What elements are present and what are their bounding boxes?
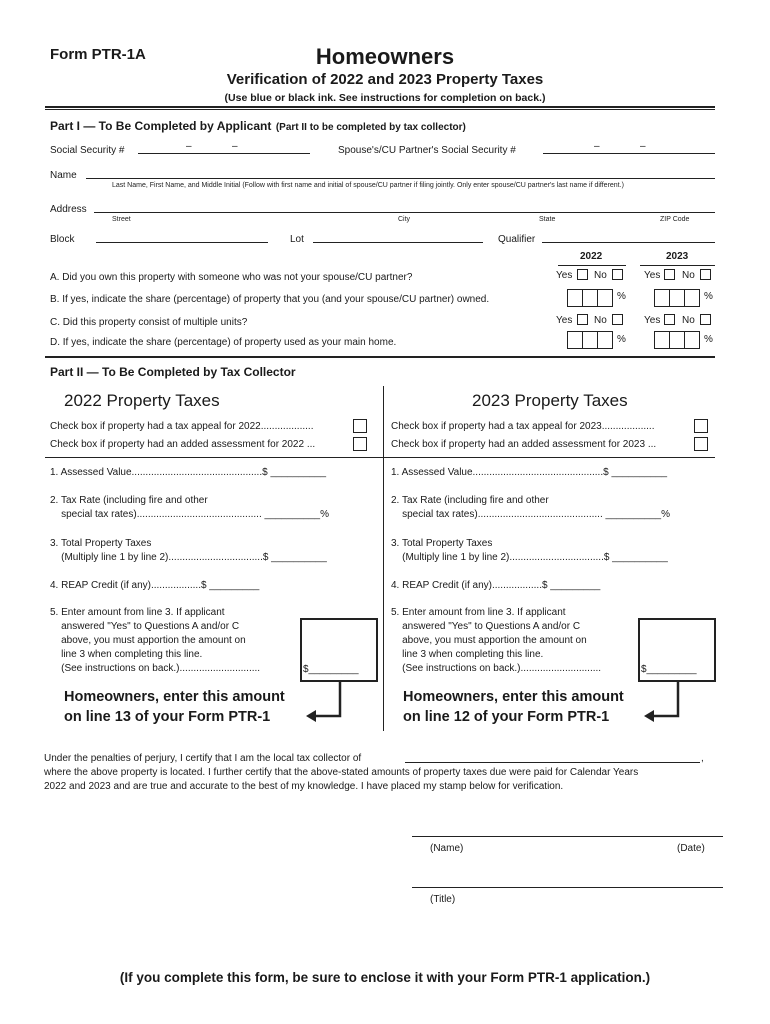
qb-2023-pct: % — [704, 291, 713, 302]
year-2023-header: 2023 — [666, 251, 689, 262]
col2023-line5a: 5. Enter amount from line 3. If applicant — [391, 607, 566, 618]
ssn-dash-2: – — [232, 141, 238, 152]
qc-2023-no-checkbox[interactable] — [700, 314, 711, 325]
name-signature-line[interactable] — [412, 836, 723, 837]
qb-2023-share-input[interactable] — [654, 289, 700, 307]
qc-2022-no-label: No — [594, 315, 607, 326]
header-rule — [45, 106, 715, 108]
col2023-rule — [384, 457, 715, 458]
qc-2023-yes-label: Yes — [644, 315, 661, 326]
block-input[interactable] — [96, 242, 268, 243]
cert-line3: 2022 and 2023 and are true and accurate to the best of my knowledge. I have placed my stamp below for verification. — [44, 781, 564, 792]
col2023-arrow-icon — [642, 680, 692, 726]
part2-column-divider — [383, 386, 384, 731]
col2023-line3a: 3. Total Property Taxes — [391, 538, 493, 549]
tax-collector-municipality-input[interactable] — [405, 762, 700, 763]
qa-2022-no-label: No — [594, 270, 607, 281]
col2023-line4: 4. REAP Credit (if any)..................$ _________ — [391, 580, 601, 591]
col2023-line3b: (Multiply line 1 by line 2)..................................$ __________ — [391, 552, 668, 563]
form-title: Homeowners — [315, 44, 455, 69]
qa-2022-yes-checkbox[interactable] — [577, 269, 588, 280]
name-input[interactable] — [86, 178, 715, 179]
address-input[interactable] — [94, 212, 715, 213]
lot-label: Lot — [290, 234, 304, 245]
qc-2022-yes-checkbox[interactable] — [577, 314, 588, 325]
block-label: Block — [50, 234, 75, 245]
footer-note: (If you complete this form, be sure to enclose it with your Form PTR-1 application.) — [119, 970, 651, 985]
qd-2023-share-input[interactable] — [654, 331, 700, 349]
address-label: Address — [50, 204, 87, 215]
col2023-line5e: (See instructions on back.)............................. — [391, 663, 602, 674]
col2022-rule — [45, 457, 383, 458]
year-2022-rule — [558, 265, 626, 266]
col2023-line2a: 2. Tax Rate (including fire and other — [391, 495, 549, 506]
name-hint: Last Name, First Name, and Middle Initial (Follow with first name and initial of spouse/CU partner if filing jointly. Only enter spouse/CU partner's last name if different.) — [112, 182, 624, 189]
qd-2022-share-input[interactable] — [567, 331, 613, 349]
title-signature-label: (Title) — [430, 894, 456, 905]
ink-instructions: (Use blue or black ink. See instructions for completion on back.) — [224, 92, 546, 104]
col2023-enter-line2: on line 12 of your Form PTR-1 — [403, 709, 610, 725]
col2022-line1: 1. Assessed Value...............................................$ __________ — [50, 467, 327, 478]
title-signature-line[interactable] — [412, 887, 723, 888]
question-c: C. Did this property consist of multiple units? — [50, 317, 248, 328]
col2022-enter-line2: on line 13 of your Form PTR-1 — [64, 709, 271, 725]
ssn-label: Social Security # — [50, 145, 125, 156]
cert-line2: where the above property is located. I further certify that the above-stated amounts of property taxes due were paid for Calendar Years — [44, 767, 639, 778]
header-rule-2 — [45, 109, 715, 110]
state-hint: State — [539, 216, 556, 223]
col2022-line5b: answered "Yes" to Questions A and/or C — [50, 621, 240, 632]
col2022-title: 2022 Property Taxes — [64, 391, 220, 410]
qualifier-label: Qualifier — [498, 234, 536, 245]
date-signature-label: (Date) — [677, 843, 705, 854]
name-signature-label: (Name) — [430, 843, 464, 854]
col2023-line5b: answered "Yes" to Questions A and/or C — [391, 621, 581, 632]
qa-2022-no-checkbox[interactable] — [612, 269, 623, 280]
qa-2022-yes-label: Yes — [556, 270, 573, 281]
col2022-line3b: (Multiply line 1 by line 2)..................................$ __________ — [50, 552, 327, 563]
col2022-line2a: 2. Tax Rate (including fire and other — [50, 495, 208, 506]
qd-2023-pct: % — [704, 334, 713, 345]
col2023-line1: 1. Assessed Value...............................................$ __________ — [391, 467, 668, 478]
col2022-line5e: (See instructions on back.)............................. — [50, 663, 261, 674]
col2022-line5a: 5. Enter amount from line 3. If applicant — [50, 607, 225, 618]
city-hint: City — [398, 216, 411, 223]
qa-2023-yes-label: Yes — [644, 270, 661, 281]
col2023-enter-line1: Homeowners, enter this amount — [403, 689, 624, 705]
form-subtitle: Verification of 2022 and 2023 Property Taxes — [226, 71, 544, 88]
spouse-ssn-dash-1: – — [594, 141, 600, 152]
col2022-line3a: 3. Total Property Taxes — [50, 538, 152, 549]
col2023-added-checkbox[interactable] — [694, 437, 708, 451]
qa-2023-no-label: No — [682, 270, 695, 281]
col2023-title: 2023 Property Taxes — [472, 391, 628, 410]
col2023-line5d: line 3 when completing this line. — [391, 649, 544, 660]
question-b: B. If yes, indicate the share (percentage) of property that you (and your spouse/CU partner) owned. — [50, 294, 490, 305]
qa-2023-no-checkbox[interactable] — [700, 269, 711, 280]
col2023-appeal-label: Check box if property had a tax appeal for 2023................... — [391, 421, 655, 432]
col2022-added-checkbox[interactable] — [353, 437, 367, 451]
qc-2023-no-label: No — [682, 315, 695, 326]
col2022-appeal-label: Check box if property had a tax appeal for 2022................... — [50, 421, 314, 432]
year-2022-header: 2022 — [580, 251, 603, 262]
spouse-ssn-label: Spouse's/CU Partner's Social Security # — [338, 145, 516, 156]
part1-bottom-rule — [45, 356, 715, 358]
zip-hint: ZIP Code — [660, 216, 690, 223]
col2022-enter-line1: Homeowners, enter this amount — [64, 689, 285, 705]
col2023-added-label: Check box if property had an added assessment for 2023 ... — [391, 439, 657, 450]
col2022-line5c: above, you must apportion the amount on — [50, 635, 246, 646]
spouse-ssn-dash-2: – — [640, 141, 646, 152]
question-a: A. Did you own this property with someone who was not your spouse/CU partner? — [50, 272, 413, 283]
col2023-line5c: above, you must apportion the amount on — [391, 635, 587, 646]
cert-line1: Under the penalties of perjury, I certify that I am the local tax collector of — [44, 753, 362, 764]
col2022-added-label: Check box if property had an added assessment for 2022 ... — [50, 439, 316, 450]
qb-2022-share-input[interactable] — [567, 289, 613, 307]
col2022-line2b: special tax rates)............................................. __________% — [50, 509, 330, 520]
qb-2022-pct: % — [617, 291, 626, 302]
question-d: D. If yes, indicate the share (percentage) of property used as your main home. — [50, 337, 397, 348]
part2-heading: Part II — To Be Completed by Tax Collector — [50, 365, 296, 379]
lot-input[interactable] — [313, 242, 483, 243]
qd-2022-pct: % — [617, 334, 626, 345]
col2022-line5d: line 3 when completing this line. — [50, 649, 203, 660]
name-label: Name — [50, 170, 77, 181]
part1-heading: Part I — To Be Completed by Applicant (Part II to be completed by tax collector) — [50, 119, 466, 133]
col2023-line5-dollar: $_________ — [641, 664, 697, 675]
year-2023-rule — [640, 265, 715, 266]
spouse-ssn-input[interactable] — [543, 153, 715, 154]
qa-2023-yes-checkbox[interactable] — [664, 269, 675, 280]
col2022-line5-dollar: $_________ — [303, 664, 359, 675]
form-id: Form PTR-1A — [50, 46, 146, 63]
col2022-appeal-checkbox[interactable] — [353, 419, 367, 433]
qc-2023-yes-checkbox[interactable] — [664, 314, 675, 325]
qc-2022-yes-label: Yes — [556, 315, 573, 326]
col2023-appeal-checkbox[interactable] — [694, 419, 708, 433]
qc-2022-no-checkbox[interactable] — [612, 314, 623, 325]
col2022-arrow-icon — [304, 680, 354, 726]
street-hint: Street — [112, 216, 131, 223]
qualifier-input[interactable] — [542, 242, 715, 243]
ssn-dash-1: – — [186, 141, 192, 152]
cert-line1-comma: , — [701, 753, 704, 764]
col2023-line2b: special tax rates)............................................. __________% — [391, 509, 671, 520]
col2022-line4: 4. REAP Credit (if any)..................$ _________ — [50, 580, 260, 591]
ssn-input[interactable] — [138, 153, 310, 154]
